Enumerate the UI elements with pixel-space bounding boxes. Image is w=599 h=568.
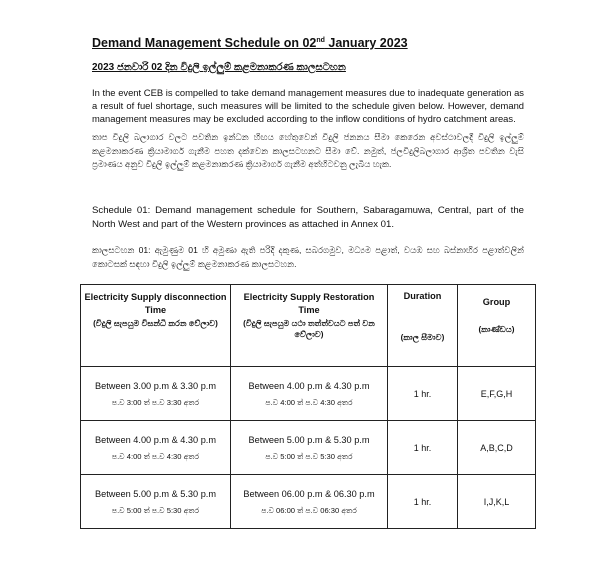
table-row: [81, 475, 536, 529]
paragraph-sinhala-schedule: කාලසටහන 01: ඇමුණුම 01 හි අමුණා ඇති පරිදි දකුණ, සබරගමුව, මධ්‍යම පළාත්, වයඹ සහ බස්නාහිර පළාත්වලින් කොටසක් සඳහා විදුලි ඉල්ලුම් කළමනාකරණ කාලසටහන.: [92, 245, 524, 269]
table-header-row: [81, 285, 536, 367]
header-restoration-time: [231, 285, 388, 367]
time-sinhala: ප.ව 3:00 ත් ප.ව 3:30 අතර: [111, 397, 200, 407]
header-label: Electricity Supply disconnection Time: [84, 292, 227, 315]
disconnection-time-cell: [81, 367, 231, 421]
header-label: Electricity Supply Restoration Time: [243, 292, 375, 315]
header-label-sinhala: (කාල සීමාව): [400, 333, 445, 342]
header-disconnection-time: [81, 285, 231, 367]
table-row: [81, 367, 536, 421]
header-label-sinhala: (විදුලි සැපයුම යථා තත්ත්වයට පත් වන වේලාව): [243, 319, 375, 339]
time-sinhala: ප.ව 06:00 ත් ප.ව 06:30 අතර: [261, 505, 357, 515]
time-sinhala: ප.ව 4:00 ත් ප.ව 4:30 අතර: [111, 451, 200, 461]
table-row: [81, 421, 536, 475]
document-subtitle-sinhala: 2023 ජනවාරි 02 දින විදුලි ඉල්ලුම් කළමනාකරණ කාලසටහන: [92, 62, 346, 73]
schedule-table: [80, 284, 536, 529]
group-cell: E,F,G,H: [458, 367, 536, 421]
title-ordinal: nd: [316, 36, 325, 44]
time-english: Between 4.00 p.m & 4.30 p.m: [94, 434, 217, 445]
restoration-time-cell: [231, 475, 388, 529]
disconnection-time-cell: [81, 475, 231, 529]
time-sinhala: ප.ව 5:00 ත් ප.ව 5:30 අතර: [265, 451, 353, 461]
time-english: Between 5.00 p.m & 5.30 p.m: [248, 434, 370, 445]
title-text: Demand Management Schedule on 02: [92, 36, 317, 50]
header-label: Group: [482, 297, 511, 307]
paragraph-sinhala-intro: තාප විදුලි බලාගාර වලට පවතින ඉන්ධන හිඟය හේතුවෙන් විදුලි ජනනය සීමා කෙරෙන අවස්ථාවලදී විදුලි ඉල්ලුම් කළමනාකරණ ක්‍රියාමාර්ග ගැනීම පහත දක්වෙන කාලසටහනට සීමා වේ. නමුත්, ජලවිදුලිබලාගාර ආශ්‍රිත පවතින වැසි ප්‍රමාණය අනුව විදුලි ඉල්ලුම් කළමනාකරණ ක්‍රියාමාර්ග ගැනීම අත්හිටවනු ලැබිය හැක.: [92, 132, 524, 169]
duration-cell: 1 hr.: [388, 367, 458, 421]
document-title: [92, 36, 408, 50]
restoration-time-cell: [231, 421, 388, 475]
group-cell: I,J,K,L: [458, 475, 536, 529]
time-english: Between 3.00 p.m & 3.30 p.m: [94, 380, 217, 391]
paragraph-english-schedule: Schedule 01: Demand management schedule for Southern, Sabaragamuwa, Central, part of the North West and part of the Western provinces as attached in Annex 01.: [92, 205, 524, 230]
duration-cell: 1 hr.: [388, 475, 458, 529]
duration-cell: 1 hr.: [388, 421, 458, 475]
time-sinhala: ප.ව 5:00 ත් ප.ව 5:30 අතර: [111, 505, 200, 515]
header-label-sinhala: (කාණ්ඩය): [478, 325, 515, 334]
header-duration: [388, 285, 458, 367]
title-date: January 2023: [324, 36, 408, 50]
group-cell: A,B,C,D: [458, 421, 536, 475]
time-english: Between 06.00 p.m & 06.30 p.m: [243, 488, 375, 499]
header-label-sinhala: (විදුලි සැපයුම විසන්ධි කරන වේලාව): [93, 319, 218, 328]
time-english: Between 5.00 p.m & 5.30 p.m: [94, 488, 217, 499]
disconnection-time-cell: [81, 421, 231, 475]
time-sinhala: ප.ව 4:00 ත් ප.ව 4:30 අතර: [265, 397, 353, 407]
header-label: Duration: [403, 291, 442, 301]
restoration-time-cell: [231, 367, 388, 421]
paragraph-english-intro: In the event CEB is compelled to take demand management measures due to inadequate generation as a result of fuel shortage, such measures will be limited to the schedule given below. However, demand management measures may be excluded according to the inflow conditions of hydro catchment areas.: [92, 87, 524, 124]
header-group: [458, 285, 536, 367]
time-english: Between 4.00 p.m & 4.30 p.m: [248, 380, 370, 391]
